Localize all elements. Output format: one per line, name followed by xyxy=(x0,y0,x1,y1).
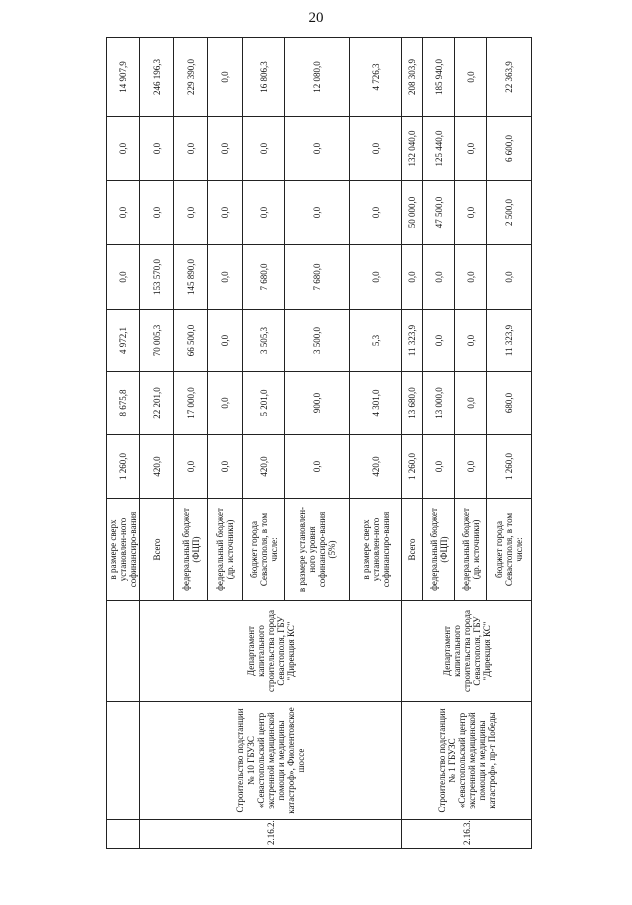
value-cell: 125 440,0 xyxy=(423,117,455,181)
value-cell: 0,0 xyxy=(208,372,243,435)
code-cell: 2.16.3. xyxy=(402,820,532,849)
rotated-table-wrapper xyxy=(106,38,530,849)
value-cell: 0,0 xyxy=(107,245,140,310)
value-cell: 11 323,9 xyxy=(402,310,423,372)
value-cell: 132 040,0 xyxy=(402,117,423,181)
value-cell: 0,0 xyxy=(455,372,487,435)
value-cell: 0,0 xyxy=(350,117,402,181)
value-cell: 0,0 xyxy=(140,117,174,181)
value-cell: 0,0 xyxy=(423,435,455,499)
value-cell: 7 680,0 xyxy=(285,245,350,310)
value-cell: 0,0 xyxy=(174,181,208,245)
value-cell: 0,0 xyxy=(487,245,532,310)
source-cell: Всего xyxy=(140,499,174,601)
value-cell: 0,0 xyxy=(285,117,350,181)
table-row xyxy=(402,38,423,849)
value-cell: 0,0 xyxy=(174,435,208,499)
value-cell: 0,0 xyxy=(107,181,140,245)
source-cell: в размере сверх установлен-ного софинансиро-вания xyxy=(350,499,402,601)
value-cell: 1 260,0 xyxy=(107,435,140,499)
value-cell: 66 500,0 xyxy=(174,310,208,372)
value-total-cell: 185 940,0 xyxy=(423,38,455,117)
value-total-cell: 16 806,3 xyxy=(243,38,285,117)
page-number: 20 xyxy=(308,10,324,26)
value-cell: 17 000,0 xyxy=(174,372,208,435)
value-total-cell: 229 390,0 xyxy=(174,38,208,117)
measure-name-cell: Строительство подстанции № 1 ГБУЗС «Севастопольский центр экстренной медицинской помощи и медицины катастроф», пр-т Победы xyxy=(402,702,532,820)
code-cell xyxy=(107,820,140,849)
value-cell: 0,0 xyxy=(243,181,285,245)
value-cell: 0,0 xyxy=(350,181,402,245)
value-cell: 420,0 xyxy=(243,435,285,499)
value-cell: 50 000,0 xyxy=(402,181,423,245)
value-cell: 0,0 xyxy=(285,435,350,499)
value-cell: 11 323,9 xyxy=(487,310,532,372)
value-cell: 2 500,0 xyxy=(487,181,532,245)
value-cell: 0,0 xyxy=(208,181,243,245)
source-cell: федеральный бюджет (ФЦП) xyxy=(423,499,455,601)
budget-table xyxy=(106,37,532,849)
value-total-cell: 14 907,9 xyxy=(107,38,140,117)
value-cell: 0,0 xyxy=(350,245,402,310)
value-total-cell: 208 303,9 xyxy=(402,38,423,117)
value-cell: 70 005,3 xyxy=(140,310,174,372)
value-cell: 8 675,8 xyxy=(107,372,140,435)
code-cell: 2.16.2. xyxy=(140,820,402,849)
value-cell: 0,0 xyxy=(174,117,208,181)
value-cell: 0,0 xyxy=(140,181,174,245)
value-cell: 0,0 xyxy=(402,245,423,310)
value-cell: 0,0 xyxy=(208,435,243,499)
value-cell: 0,0 xyxy=(423,245,455,310)
value-cell: 22 201,0 xyxy=(140,372,174,435)
value-cell: 47 500,0 xyxy=(423,181,455,245)
value-total-cell: 4 726,3 xyxy=(350,38,402,117)
executor-cell: Департамент капитального строительства города Севастополя, ГБУ "Дирекция КС" xyxy=(402,601,532,702)
value-cell: 0,0 xyxy=(455,117,487,181)
source-cell: бюджет города Севастополя, в том числе: xyxy=(243,499,285,601)
value-cell: 0,0 xyxy=(208,310,243,372)
measure-name-cell xyxy=(107,702,140,820)
value-cell: 0,0 xyxy=(455,245,487,310)
value-cell: 0,0 xyxy=(455,435,487,499)
value-cell: 0,0 xyxy=(423,310,455,372)
value-cell: 4 301,0 xyxy=(350,372,402,435)
value-cell: 13 680,0 xyxy=(402,372,423,435)
value-cell: 5 201,0 xyxy=(243,372,285,435)
value-cell: 900,0 xyxy=(285,372,350,435)
value-cell: 5,3 xyxy=(350,310,402,372)
value-cell: 0,0 xyxy=(285,181,350,245)
table-row xyxy=(107,38,140,849)
value-cell: 13 000,0 xyxy=(423,372,455,435)
value-cell: 7 680,0 xyxy=(243,245,285,310)
table-row xyxy=(140,38,174,849)
source-cell: Всего xyxy=(402,499,423,601)
source-cell: федеральный бюджет (ФЦП) xyxy=(174,499,208,601)
value-cell: 420,0 xyxy=(140,435,174,499)
value-cell: 0,0 xyxy=(208,245,243,310)
source-cell: бюджет города Севастополя, в том числе: xyxy=(487,499,532,601)
value-cell: 4 972,1 xyxy=(107,310,140,372)
executor-cell: Департамент капитального строительства города Севастополя, ГБУ "Дирекция КС" xyxy=(140,601,402,702)
value-cell: 6 600,0 xyxy=(487,117,532,181)
source-cell: в размере установлен-ного уровня софинансиро-вания (5%) xyxy=(285,499,350,601)
value-total-cell: 0,0 xyxy=(208,38,243,117)
source-cell: федеральный бюджет (др. источники) xyxy=(208,499,243,601)
value-total-cell: 246 196,3 xyxy=(140,38,174,117)
value-cell: 0,0 xyxy=(208,117,243,181)
value-cell: 1 260,0 xyxy=(402,435,423,499)
value-cell: 3 500,0 xyxy=(285,310,350,372)
value-cell: 0,0 xyxy=(455,310,487,372)
measure-name-cell: Строительство подстанции № 10 ГБУЗС «Севастопольский центр экстренной медицинской помощи и медицины катастроф», Фиолентовское шоссе xyxy=(140,702,402,820)
value-cell: 420,0 xyxy=(350,435,402,499)
value-total-cell: 22 363,9 xyxy=(487,38,532,117)
value-cell: 153 570,0 xyxy=(140,245,174,310)
value-cell: 0,0 xyxy=(455,181,487,245)
value-cell: 3 505,3 xyxy=(243,310,285,372)
value-cell: 145 890,0 xyxy=(174,245,208,310)
value-total-cell: 0,0 xyxy=(455,38,487,117)
source-cell: федеральный бюджет (др. источники) xyxy=(455,499,487,601)
value-cell: 0,0 xyxy=(107,117,140,181)
value-cell: 680,0 xyxy=(487,372,532,435)
value-total-cell: 12 080,0 xyxy=(285,38,350,117)
value-cell: 1 260,0 xyxy=(487,435,532,499)
executor-cell xyxy=(107,601,140,702)
source-cell: в размере сверх установлен-ного софинансиро-вания xyxy=(107,499,140,601)
value-cell: 0,0 xyxy=(243,117,285,181)
